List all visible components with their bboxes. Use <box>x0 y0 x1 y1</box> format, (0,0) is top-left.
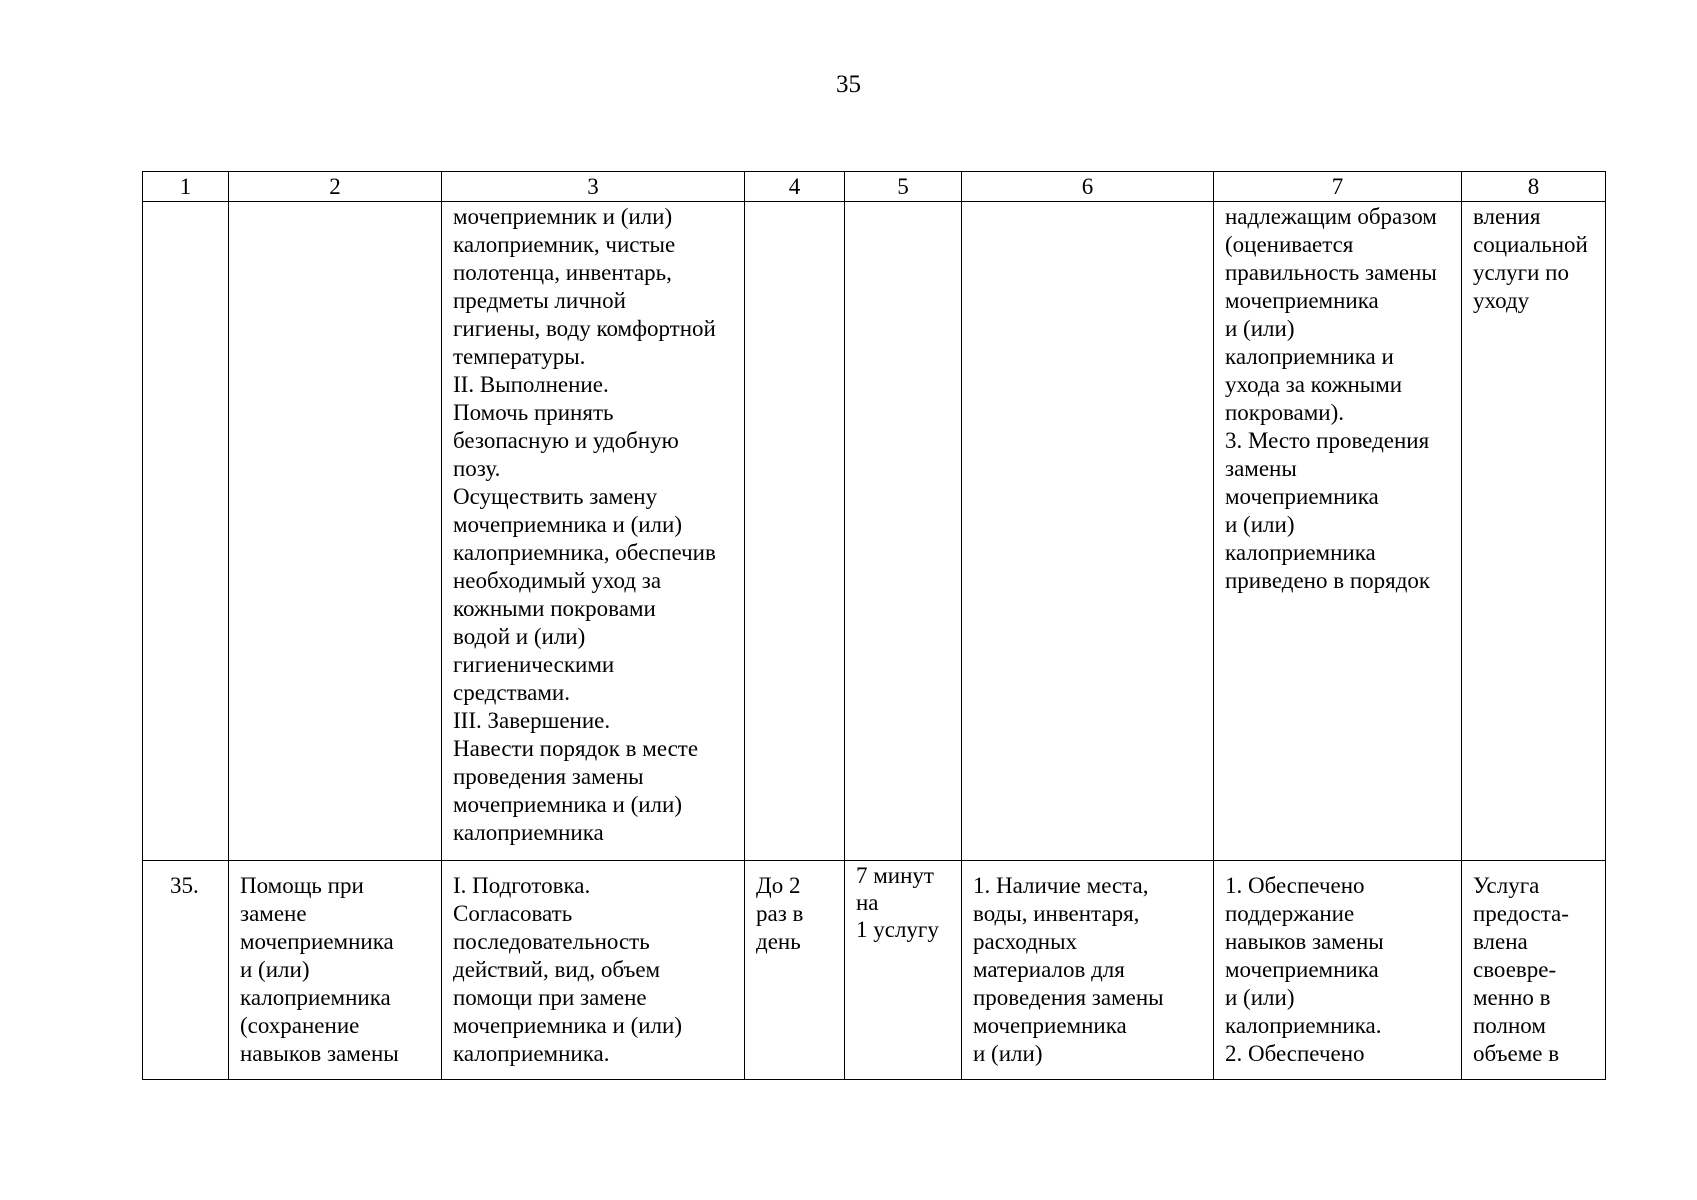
services-table <box>142 171 1606 1080</box>
table-header-row <box>143 172 1606 202</box>
cell-frequency <box>745 202 845 861</box>
column-number-1: 1 <box>143 172 229 202</box>
column-number-2: 2 <box>229 172 442 202</box>
cell-service-description: мочеприемник и (или) калоприемник, чистые полотенца, инвентарь, предметы личной гигиены, воду комфортной температуры. II. Выполнение. Помочь принять безопасную и удобную позу. Осуществить замену мочеприемника и (или) калоприемника, обеспечив необходимый уход за кожными покровами водой и (или) гигиеническими средствами. III. Завершение. Навести порядок в месте проведения замены мочеприемника и (или) калоприемника <box>442 202 745 861</box>
cell-quality-indicators: 1. Обеспечено поддержание навыков замены мочеприемника и (или) калоприемника. 2. Обеспечено <box>1214 861 1462 1080</box>
cell-conditions <box>962 202 1214 861</box>
table-row-35 <box>143 861 1606 1080</box>
cell-quality-indicators: надлежащим образом (оценивается правильность замены мочеприемника и (или) калоприемника и ухода за кожными покровами). 3. Место проведения замены мочеприемника и (или) калоприемника приведено в порядок <box>1214 202 1462 861</box>
page-number: 35 <box>836 71 861 98</box>
column-number-4: 4 <box>745 172 845 202</box>
cell-frequency: До 2 раз в день <box>745 861 845 1080</box>
cell-service-description: I. Подготовка. Согласовать последовательность действий, вид, объем помощи при замене мочеприемника и (или) калоприемника. <box>442 861 745 1080</box>
cell-number <box>143 202 229 861</box>
cell-duration <box>845 202 962 861</box>
column-number-5: 5 <box>845 172 962 202</box>
cell-evaluation: вления социальной услуги по уходу <box>1462 202 1606 861</box>
column-number-6: 6 <box>962 172 1214 202</box>
cell-conditions: 1. Наличие места, воды, инвентаря, расходных материалов для проведения замены мочеприемника и (или) <box>962 861 1214 1080</box>
column-number-3: 3 <box>442 172 745 202</box>
column-number-7: 7 <box>1214 172 1462 202</box>
table-row-continuation <box>143 202 1606 861</box>
column-number-8: 8 <box>1462 172 1606 202</box>
cell-evaluation: Услуга предоста- влена своевре- менно в полном объеме в <box>1462 861 1606 1080</box>
cell-service-name <box>229 202 442 861</box>
cell-service-name: Помощь при замене мочеприемника и (или) калоприемника (сохранение навыков замены <box>229 861 442 1080</box>
cell-number: 35. <box>143 861 229 1080</box>
cell-duration: 7 минут на 1 услугу <box>845 861 962 1080</box>
